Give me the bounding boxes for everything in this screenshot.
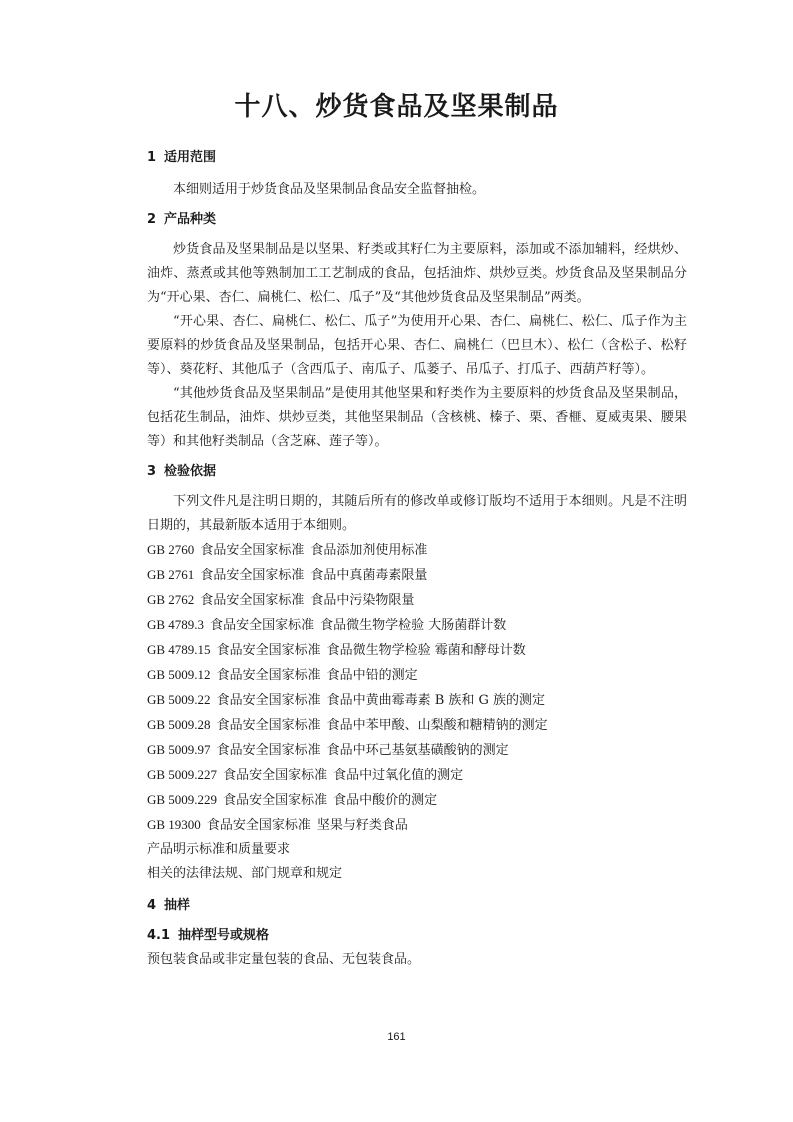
reference-subtitle: 食品中酸价的测定 (333, 793, 438, 808)
section-2-paragraph: “其他炒货食品及坚果制品”是使用其他坚果和籽类作为主要原料的炒货食品及坚果制品，包括花生制品，油炸、烘炒豆类，其他坚果制品（含核桃、榛子、栗、香榧、夏威夷果、腰果等）和其他籽类制品（含芝麻、莲子等）。 (147, 386, 687, 449)
reference-title: 食品安全国家标准 (223, 793, 328, 808)
reference-title: 食品安全国家标准 (216, 718, 321, 733)
section-4-heading (147, 896, 687, 916)
reference-title: 食品安全国家标准 (216, 668, 321, 683)
reference-item (147, 788, 687, 813)
section-4-number: 4 (147, 898, 157, 913)
reference-title: 食品安全国家标准 (223, 768, 328, 783)
page-title: 十八、炒货食品及坚果制品 (234, 92, 559, 122)
subsection-4-1-title: 抽样型号或规格 (178, 928, 270, 943)
reference-code: GB 5009.12 (147, 667, 211, 682)
reference-item (147, 613, 687, 638)
reference-subtitle: 食品中真菌毒素限量 (310, 568, 428, 583)
reference-subtitle: 食品中苯甲酸、山梨酸和糖精钠的测定 (326, 718, 548, 733)
section-1-heading (147, 148, 687, 168)
section-4-title: 抽样 (164, 898, 191, 913)
section-2-paragraph: 炒货食品及坚果制品是以坚果、籽类或其籽仁为主要原料，添加或不添加辅料，经烘炒、油炸、蒸煮或其他等熟制加工工艺制成的食品，包括油炸、烘炒豆类。炒货食品及坚果制品分为“开心果、杏仁、扁桃仁、松仁、瓜子”及“其他炒货食品及坚果制品”两类。 (147, 242, 687, 305)
reference-code: GB 5009.22 (147, 692, 211, 707)
page-number: 161 (387, 1031, 406, 1043)
reference-subtitle: 食品添加剂使用标准 (310, 543, 428, 558)
reference-code: GB 4789.15 (147, 642, 211, 657)
section-2-heading (147, 210, 687, 230)
reference-extra: 相关的法律法规、部门规章和规定 (147, 866, 343, 881)
reference-extra: 产品明示标准和质量要求 (147, 842, 291, 857)
reference-code: GB 4789.3 (147, 617, 205, 632)
reference-title: 食品安全国家标准 (200, 543, 305, 558)
reference-item (147, 688, 687, 713)
reference-item (147, 713, 687, 738)
reference-subtitle: 食品中污染物限量 (310, 593, 415, 608)
reference-subtitle: 食品中铅的测定 (326, 668, 418, 683)
section-3-intro: 下列文件凡是注明日期的，其随后所有的修改单或修订版均不适用于本细则。凡是不注明日期的，其最新版本适用于本细则。 (147, 494, 687, 533)
reference-list (147, 538, 687, 886)
reference-code: GB 5009.227 (147, 767, 218, 782)
reference-code: GB 2760 (147, 542, 195, 557)
reference-subtitle: 坚果与籽类食品 (316, 818, 408, 833)
reference-item (147, 813, 687, 838)
reference-subtitle: 食品中黄曲霉毒素 B 族和 G 族的测定 (326, 693, 546, 708)
reference-item (147, 738, 687, 763)
reference-title: 食品安全国家标准 (216, 693, 321, 708)
section-3-title: 检验依据 (164, 464, 217, 479)
reference-code: GB 19300 (147, 817, 201, 832)
section-2-title: 产品种类 (164, 212, 217, 227)
section-3-heading (147, 462, 687, 482)
reference-subtitle: 食品微生物学检验 大肠菌群计数 (320, 618, 507, 633)
reference-item (147, 563, 687, 588)
subsection-4-1-text: 预包装食品或非定量包装的食品、无包装食品。 (147, 952, 421, 967)
reference-code: GB 5009.229 (147, 792, 218, 807)
reference-code: GB 5009.28 (147, 717, 211, 732)
section-3-number: 3 (147, 464, 157, 479)
reference-item (147, 638, 687, 663)
reference-item (147, 663, 687, 688)
reference-subtitle: 食品中过氧化值的测定 (333, 768, 464, 783)
reference-subtitle: 食品中环己基氨基磺酸钠的测定 (326, 743, 509, 758)
reference-subtitle: 食品微生物学检验 霉菌和酵母计数 (326, 643, 526, 658)
reference-title: 食品安全国家标准 (216, 643, 321, 658)
section-1-text: 本细则适用于炒货食品及坚果制品食品安全监督抽检。 (173, 182, 486, 197)
reference-title: 食品安全国家标准 (200, 568, 305, 583)
section-2-number: 2 (147, 212, 157, 227)
section-1-number: 1 (147, 150, 157, 165)
subsection-4-1-number: 4.1 (147, 928, 171, 943)
reference-title: 食品安全国家标准 (210, 618, 315, 633)
section-2-paragraph: “开心果、杏仁、扁桃仁、松仁、瓜子”为使用开心果、杏仁、扁桃仁、松仁、瓜子作为主要原料的炒货食品及坚果制品，包括开心果、杏仁、扁桃仁（巴旦木）、松仁（含松子、松籽等）、葵花籽、其他瓜子（含西瓜子、南瓜子、瓜蒌子、吊瓜子、打瓜子、西葫芦籽等）。 (147, 314, 687, 377)
section-1-title: 适用范围 (164, 150, 217, 165)
reference-title: 食品安全国家标准 (216, 743, 321, 758)
reference-title: 食品安全国家标准 (206, 818, 311, 833)
reference-item (147, 538, 687, 563)
reference-item (147, 588, 687, 613)
subsection-4-1-heading (147, 926, 687, 946)
reference-code: GB 2762 (147, 592, 195, 607)
document-body (147, 148, 687, 972)
reference-item (147, 763, 687, 788)
reference-title: 食品安全国家标准 (200, 593, 305, 608)
reference-code: GB 5009.97 (147, 742, 211, 757)
reference-code: GB 2761 (147, 567, 195, 582)
